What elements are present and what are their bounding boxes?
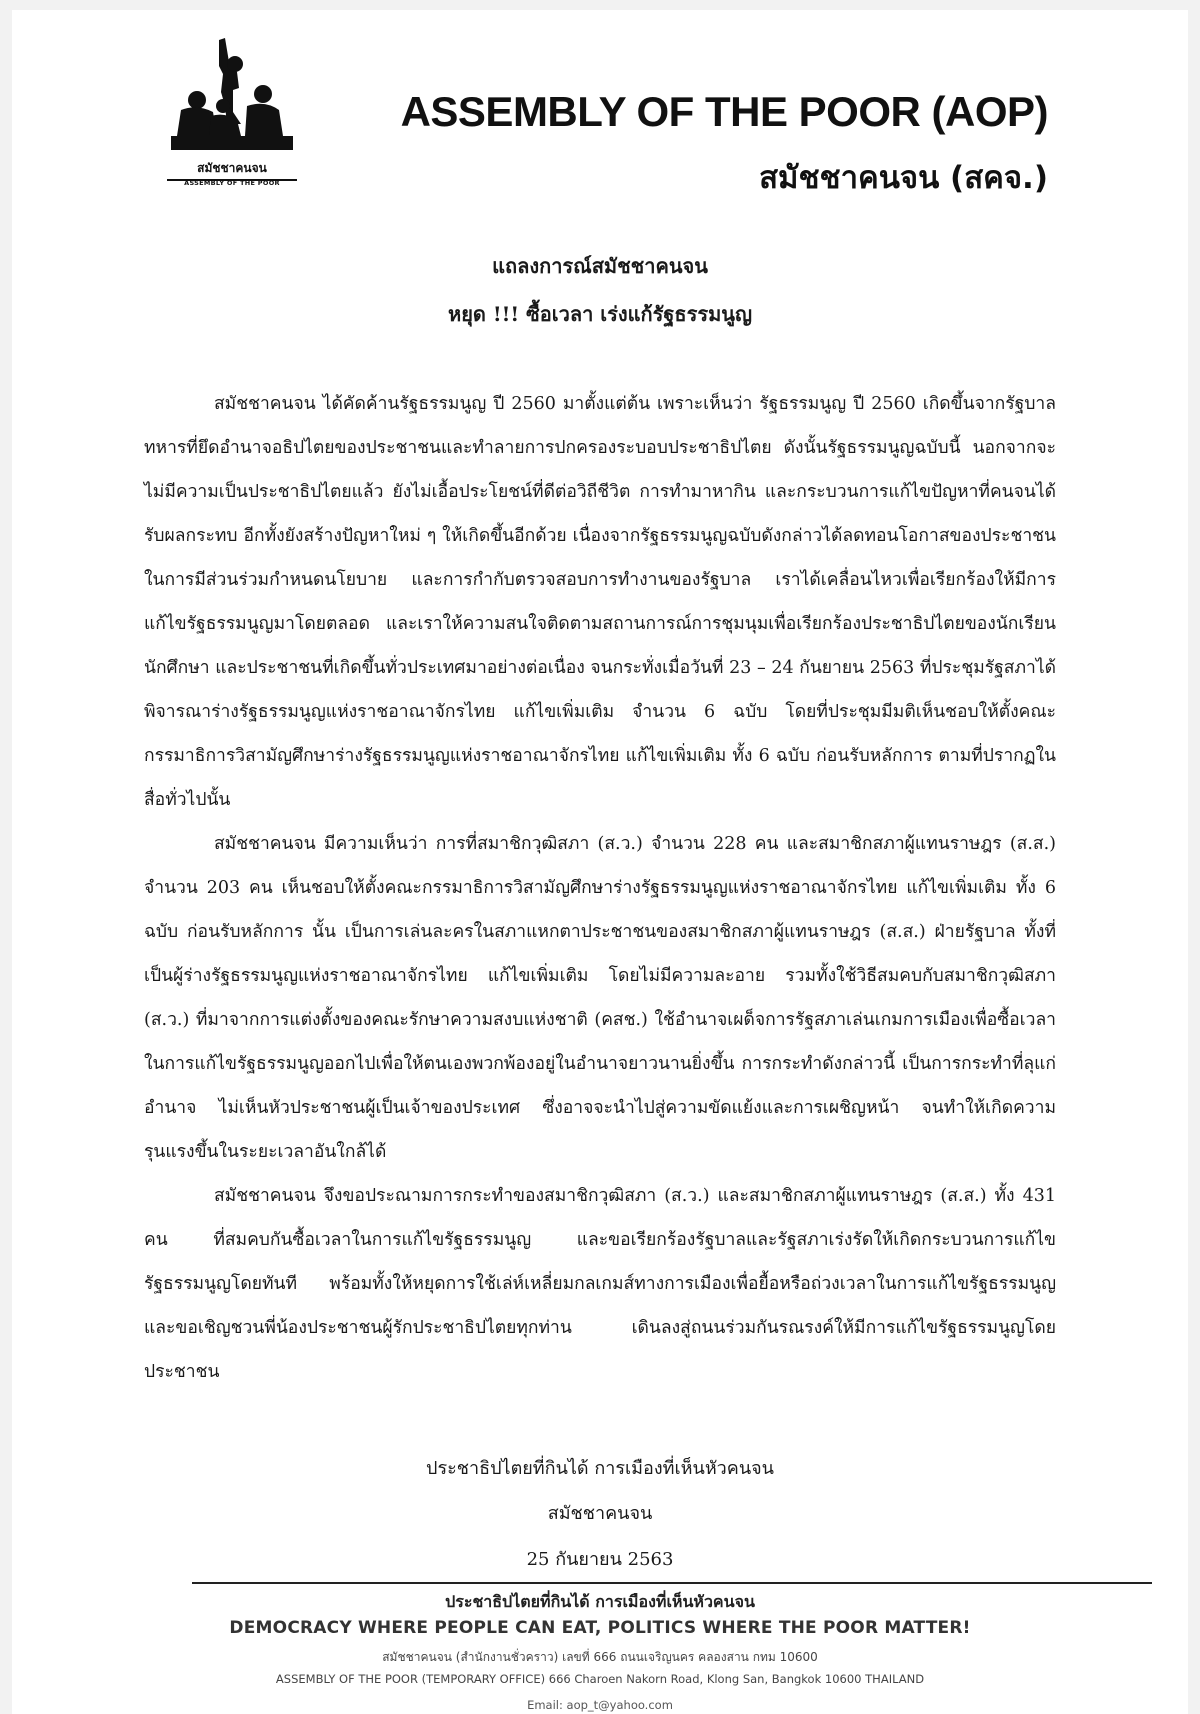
organization-name-thai: สมัชชาคนจน (สคจ.) bbox=[759, 160, 1048, 196]
assembly-of-the-poor-logo-icon bbox=[167, 32, 297, 157]
footer-slogan-thai: ประชาธิปไตยที่กินได้ การเมืองที่เห็นหัวคนจน bbox=[445, 1592, 755, 1611]
logo-caption-english: ASSEMBLY OF THE POOR bbox=[184, 179, 280, 187]
body-paragraph: สมัชชาคนจน จึงขอประณามการกระทำของสมาชิกวุฒิสภา (ส.ว.) และสมาชิกสภาผู้แทนราษฎร (ส.ส.) ทั้ง 431 คน ที่สมคบกันซื้อเวลาในการแก้ไขรัฐธรรมนูญ และขอเรียกร้องรัฐบาลและรัฐสภาเร่งรัดให้เกิดกระบวนการแก้ไขรัฐธรรมนูญโดยทันที พร้อมทั้งให้หยุดการใช้เล่ห์เหลี่ยมกลเกมส์ทางการเมืองเพื่อยื้อหรือถ่วงเวลาในการแก้ไขรัฐธรรมนูญ และขอเชิญชวนพี่น้องประชาชนผู้รักประชาธิปไตยทุกท่าน เดินลงสู่ถนนร่วมกันรณรงค์ให้มีการแก้ไขรัฐธรรมนูญโดยประชาชน bbox=[144, 1186, 1056, 1382]
closing-slogan: ประชาธิปไตยที่กินได้ การเมืองที่เห็นหัวคนจน bbox=[426, 1458, 774, 1479]
footer-address-english: ASSEMBLY OF THE POOR (TEMPORARY OFFICE) 666 Charoen Nakorn Road, Klong San, Bangkok 10600 THAILAND bbox=[275, 1672, 925, 1686]
body-paragraph: สมัชชาคนจน มีความเห็นว่า การที่สมาชิกวุฒิสภา (ส.ว.) จำนวน 228 คน และสมาชิกสภาผู้แทนราษฎร (ส.ส.) จำนวน 203 คน เห็นชอบให้ตั้งคณะกรรมาธิการวิสามัญศึกษาร่างรัฐธรรมนูญแห่งราชอาณาจักรไทย แก้ไขเพิ่มเติม ทั้ง 6 ฉบับ ก่อนรับหลักการ นั้น เป็นการเล่นละครในสภาแหกตาประชาชนของสมาชิกสภาผู้แทนราษฎร (ส.ส.) ฝ่ายรัฐบาล ทั้งที่เป็นผู้ร่างรัฐธรรมนูญแห่งราชอาณาจักรไทย แก้ไขเพิ่มเติม โดยไม่มีความละอาย รวมทั้งใช้วิธีสมคบกับสมาชิกวุฒิสภา (ส.ว.) ที่มาจากการแต่งตั้งของคณะรักษาความสงบแห่งชาติ (คสช.) ใช้อำนาจเผด็จการรัฐสภาเล่นเกมการเมืองเพื่อซื้อเวลาในการแก้ไขรัฐธรรมนูญออกไปเพื่อให้ตนเองพวกพ้องอยู่ในอำนาจยาวนานยิ่งขึ้น การกระทำดังกล่าวนี้ เป็นการกระทำที่ลุแก่อำนาจ ไม่เห็นหัวประชาชนผู้เป็นเจ้าของประเทศ ซึ่งอาจจะนำไปสู่ความขัดแย้งและการเผชิญหน้า จนทำให้เกิดความรุนแรงขึ้นในระยะเวลาอันใกล้ได้ bbox=[144, 834, 1056, 1162]
document-subtitle: หยุด !!! ซื้อเวลา เร่งแก้รัฐธรรมนูญ bbox=[448, 302, 752, 326]
footer-slogan-english: DEMOCRACY WHERE PEOPLE CAN EAT, POLITICS WHERE THE POOR MATTER! bbox=[229, 1618, 971, 1638]
statement-date: 25 กันยายน 2563 bbox=[526, 1549, 674, 1570]
logo-caption-thai: สมัชชาคนจน bbox=[167, 159, 297, 181]
document-page bbox=[12, 10, 1188, 1714]
organization-logo bbox=[167, 32, 297, 197]
footer-address-thai: สมัชชาคนจน (สำนักงานชั่วคราว) เลขที่ 666 ถนนเจริญนคร คลองสาน กทม 10600 bbox=[382, 1650, 818, 1664]
signature: สมัชชาคนจน bbox=[547, 1503, 653, 1524]
document-title: แถลงการณ์สมัชชาคนจน bbox=[492, 254, 708, 278]
body-paragraph: สมัชชาคนจน ได้คัดค้านรัฐธรรมนูญ ปี 2560 มาตั้งแต่ต้น เพราะเห็นว่า รัฐธรรมนูญ ปี 2560 เกิดขึ้นจากรัฐบาลทหารที่ยึดอำนาจอธิปไตยของประชาชนและทำลายการปกครองระบอบประชาธิปไตย ดังนั้นรัฐธรรมนูญฉบับนี้ นอกจากจะไม่มีความเป็นประชาธิปไตยแล้ว ยังไม่เอื้อประโยชน์ที่ดีต่อวิถีชีวิต การทำมาหากิน และกระบวนการแก้ไขปัญหาที่คนจนได้รับผลกระทบ อีกทั้งยังสร้างปัญหาใหม่ ๆ ให้เกิดขึ้นอีกด้วย เนื่องจากรัฐธรรมนูญฉบับดังกล่าวได้ลดทอนโอกาสของประชาชนในการมีส่วนร่วมกำหนดนโยบาย และการกำกับตรวจสอบการทำงานของรัฐบาล เราได้เคลื่อนไหวเพื่อเรียกร้องให้มีการแก้ไขรัฐธรรมนูญมาโดยตลอด และเราให้ความสนใจติดตามสถานการณ์การชุมนุมเพื่อเรียกร้องประชาธิปไตยของนักเรียน นักศึกษา และประชาชนที่เกิดขึ้นทั่วประเทศมาอย่างต่อเนื่อง จนกระทั่งเมื่อวันที่ 23 – 24 กันยายน 2563 ที่ประชุมรัฐสภาได้พิจารณาร่างรัฐธรรมนูญแห่งราชอาณาจักรไทย แก้ไขเพิ่มเติม จำนวน 6 ฉบับ โดยที่ประชุมมีมติเห็นชอบให้ตั้งคณะกรรมาธิการวิสามัญศึกษาร่างรัฐธรรมนูญแห่งราชอาณาจักรไทย แก้ไขเพิ่มเติม ทั้ง 6 ฉบับ ก่อนรับหลักการ ตามที่ปรากฏในสื่อทั่วไปนั้น bbox=[144, 394, 1056, 810]
footer-email: Email: aop_t@yahoo.com bbox=[527, 1698, 673, 1712]
statement-body bbox=[144, 382, 1056, 1394]
organization-name-english: ASSEMBLY OF THE POOR (AOP) bbox=[400, 88, 1048, 135]
footer-divider bbox=[192, 1582, 1152, 1584]
